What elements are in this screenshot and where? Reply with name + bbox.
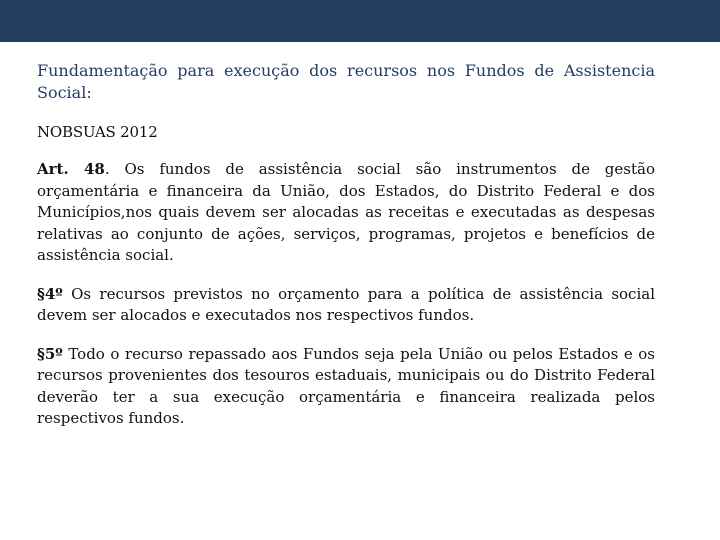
paragraph-5 bbox=[37, 344, 655, 430]
paragraph-5-text: Todo o recurso repassado aos Fundos seja pela União ou pelos Estados e os recursos provenientes dos tesouros estaduais, municipais ou do Distrito Federal deverão ter a sua execução orçamentária e financeira realizada pelos respectivos fundos. bbox=[37, 344, 655, 427]
article-48-paragraph bbox=[37, 159, 655, 267]
slide-content bbox=[37, 60, 655, 447]
article-48-label: Art. 48 bbox=[37, 160, 105, 178]
slide-heading: Fundamentação para execução dos recursos nos Fundos de Assistencia Social: bbox=[37, 61, 655, 102]
paragraph-4-text: Os recursos previstos no orçamento para a política de assistência social devem ser alocados e executados nos respectivos fundos. bbox=[37, 284, 655, 324]
paragraph-4 bbox=[37, 284, 655, 327]
paragraph-5-label: §5º bbox=[37, 344, 63, 363]
paragraph-4-label: §4º bbox=[37, 284, 63, 303]
top-bar bbox=[0, 0, 720, 42]
article-48-text: . Os fundos de assistência social são instrumentos de gestão orçamentária e financeira da União, dos Estados, do Distrito Federal e dos Municípios,nos quais devem ser alocadas as receitas e executadas as despesas relativas ao conjunto de ações, serviços, programas, projetos e benefícios de assistência social. bbox=[37, 160, 655, 264]
slide-subtitle: NOBSUAS 2012 bbox=[37, 123, 158, 141]
